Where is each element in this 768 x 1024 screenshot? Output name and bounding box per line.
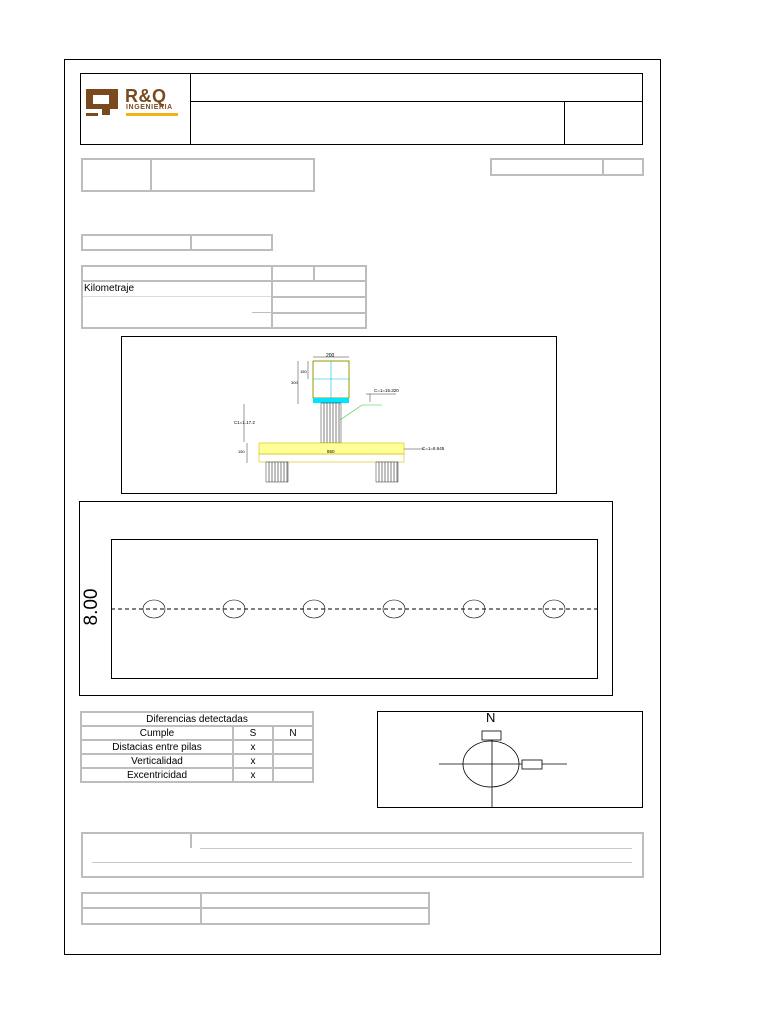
pile-marker bbox=[463, 600, 485, 618]
differences-table bbox=[80, 711, 314, 783]
field-box-mid bbox=[81, 234, 273, 251]
logo-underline bbox=[126, 113, 178, 116]
header-s: S bbox=[233, 726, 273, 740]
differences-title: Diferencias detectadas bbox=[81, 712, 313, 726]
info-table-rule bbox=[83, 296, 271, 297]
field-divider bbox=[602, 158, 604, 176]
table-row bbox=[81, 768, 313, 782]
logo-text: R&Q bbox=[125, 86, 167, 106]
east-offset-marker bbox=[522, 760, 542, 769]
pile-right bbox=[376, 462, 398, 482]
row-label: Distacias entre pilas bbox=[81, 740, 233, 754]
row-n bbox=[273, 768, 313, 782]
elevation-drawing bbox=[121, 336, 557, 494]
north-label: N bbox=[486, 710, 496, 725]
row-s: x bbox=[233, 740, 273, 754]
table-row bbox=[81, 754, 313, 768]
pier-shaft bbox=[321, 403, 362, 443]
info-table-rule bbox=[271, 312, 367, 314]
dim-beam-label: 850 bbox=[327, 449, 335, 454]
row-s: x bbox=[233, 768, 273, 782]
plan-dimension-label: 8.00 bbox=[81, 588, 102, 626]
header-n: N bbox=[273, 726, 313, 740]
level-left-label: C1=1.17.2 bbox=[234, 420, 255, 425]
logo-subtext: INGENIERIA bbox=[126, 104, 173, 111]
field-box-right bbox=[490, 158, 644, 176]
field-divider bbox=[190, 234, 192, 251]
plan-pile-axis bbox=[111, 539, 598, 679]
dim-150-label: 150 bbox=[300, 369, 307, 374]
row-n bbox=[273, 740, 313, 754]
row-label: Verticalidad bbox=[81, 754, 233, 768]
north-offset-marker bbox=[482, 731, 501, 740]
field-divider bbox=[150, 158, 152, 192]
dim-300-label: 300 bbox=[291, 380, 298, 385]
level-top-label: C=1=15.320 bbox=[374, 388, 399, 393]
info-table-rule bbox=[252, 312, 271, 313]
header-title-box bbox=[190, 73, 643, 102]
kilometraje-label: Kilometraje bbox=[84, 283, 135, 294]
info-table-divider bbox=[313, 265, 315, 281]
observations-divider bbox=[190, 832, 192, 848]
signature-rule bbox=[81, 907, 430, 909]
compass-diagram bbox=[377, 711, 643, 808]
elevation-drawing-box bbox=[121, 336, 557, 494]
dim-150-label: 150 bbox=[238, 449, 245, 454]
row-label: Excentricidad bbox=[81, 768, 233, 782]
row-s: x bbox=[233, 754, 273, 768]
observations-line bbox=[92, 862, 632, 863]
observations-box bbox=[81, 832, 644, 878]
field-box-left bbox=[81, 158, 315, 192]
dim-top-label: 200 bbox=[326, 353, 335, 359]
info-table-rule bbox=[271, 296, 367, 298]
signature-divider bbox=[200, 892, 202, 925]
logo-icon bbox=[84, 87, 120, 117]
header-subtitle-box bbox=[190, 101, 565, 145]
observations-line bbox=[200, 848, 632, 849]
info-table-rule bbox=[81, 280, 367, 282]
level-bottom-label: C=1=8.645 bbox=[422, 446, 445, 451]
header-cumple: Cumple bbox=[81, 726, 233, 740]
pile-left bbox=[266, 462, 288, 482]
table-row bbox=[81, 740, 313, 754]
header-code-box bbox=[564, 101, 643, 145]
row-n bbox=[273, 754, 313, 768]
